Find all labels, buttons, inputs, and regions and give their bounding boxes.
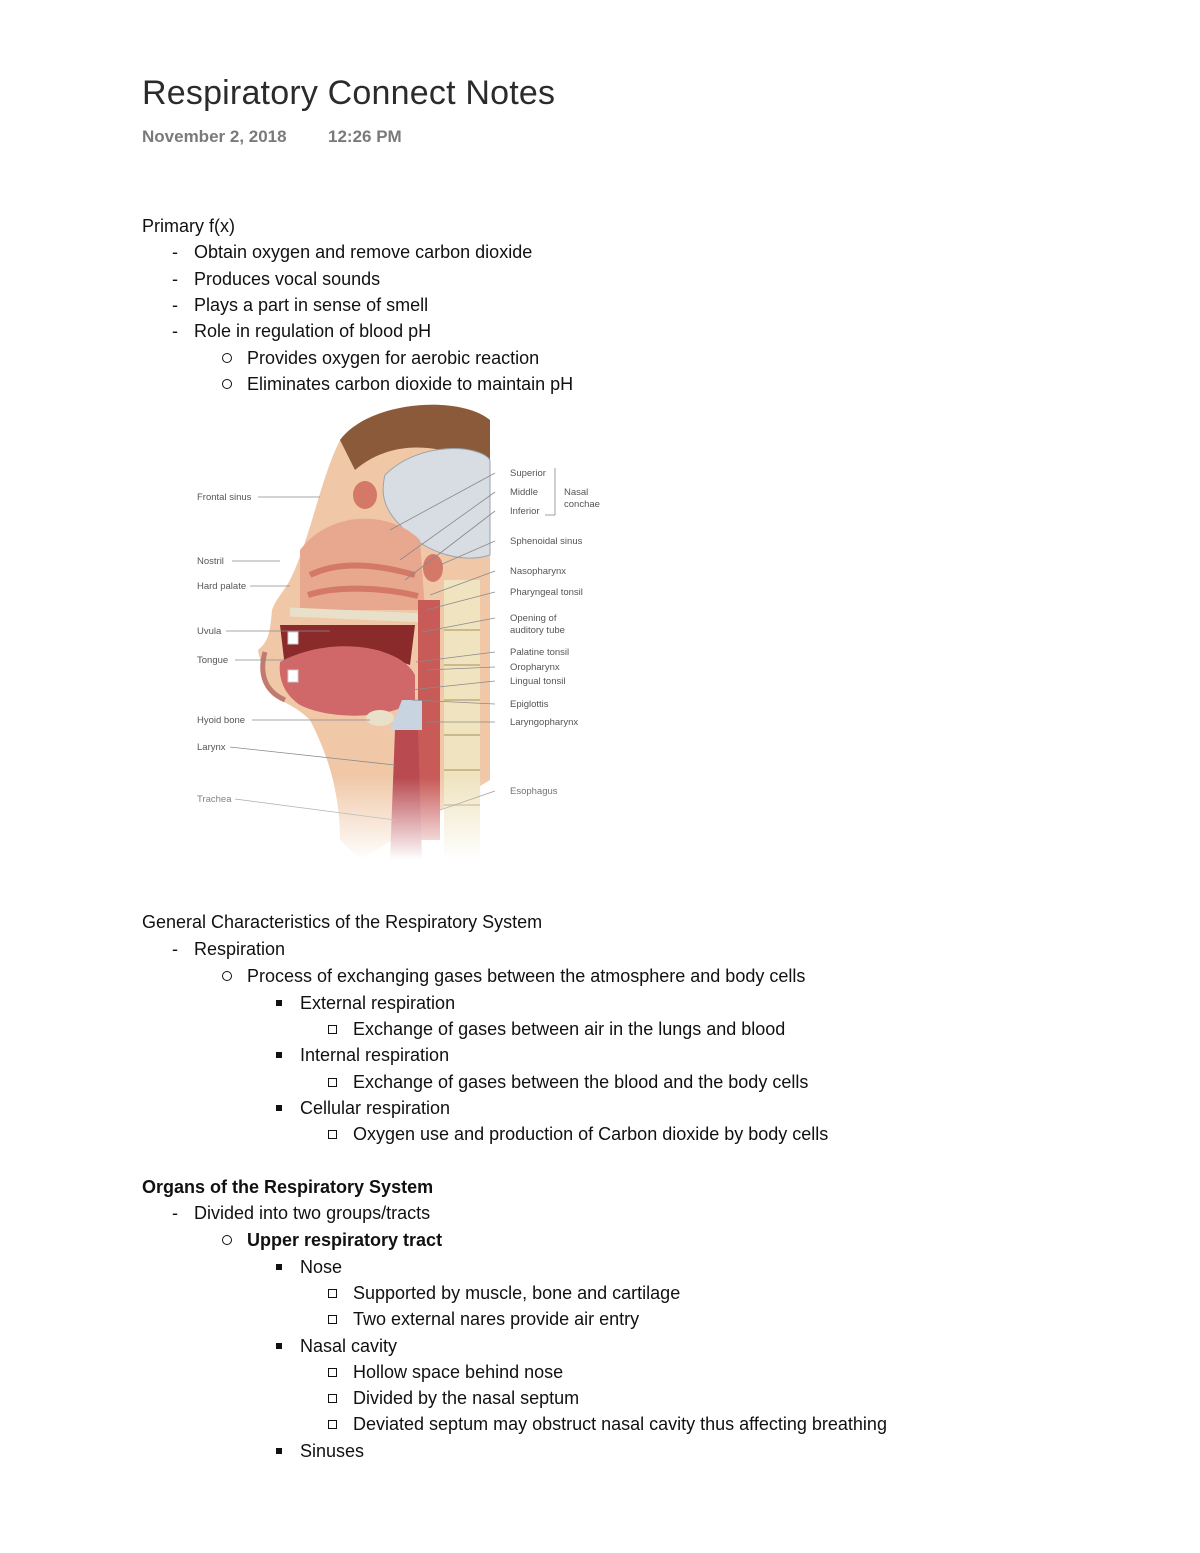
section-heading-general: General Characteristics of the Respiratory System: [142, 912, 543, 932]
dash-bullet-icon: -: [172, 295, 178, 315]
square-bullet-icon: [276, 1105, 282, 1111]
dash-bullet-icon: -: [172, 939, 178, 959]
dash-bullet-icon: -: [172, 242, 178, 262]
list-item: Nose: [272, 1256, 342, 1278]
hollow-square-bullet-icon: [328, 1078, 337, 1087]
list-item: Sinuses: [272, 1440, 364, 1462]
list-item: Divided by the nasal septum: [326, 1387, 579, 1409]
list-item: Oxygen use and production of Carbon dioxide by body cells: [326, 1123, 828, 1145]
list-item: Two external nares provide air entry: [326, 1308, 639, 1330]
list-item: Upper respiratory tract: [220, 1229, 442, 1251]
head-neck-anatomy-figure: [190, 400, 620, 860]
list-item: Provides oxygen for aerobic reaction: [220, 347, 539, 369]
list-item: Cellular respiration: [272, 1097, 450, 1119]
list-item: Hollow space behind nose: [326, 1361, 563, 1383]
hollow-square-bullet-icon: [328, 1289, 337, 1298]
list-item: Nasal cavity: [272, 1335, 397, 1357]
dash-bullet-icon: -: [172, 269, 178, 289]
hollow-square-bullet-icon: [328, 1394, 337, 1403]
page-title: Respiratory Connect Notes: [142, 74, 556, 112]
circle-bullet-icon: [222, 379, 232, 389]
circle-bullet-icon: [222, 971, 232, 981]
dash-bullet-icon: -: [172, 321, 178, 341]
square-bullet-icon: [276, 1264, 282, 1270]
list-item: Deviated septum may obstruct nasal cavity thus affecting breathing: [326, 1413, 887, 1435]
list-item: - Obtain oxygen and remove carbon dioxide: [172, 242, 533, 262]
hollow-square-bullet-icon: [328, 1315, 337, 1324]
list-item: Exchange of gases between air in the lungs and blood: [326, 1018, 785, 1040]
list-item: Exchange of gases between the blood and the body cells: [326, 1071, 808, 1093]
section-heading-primary: Primary f(x): [142, 216, 235, 236]
dash-bullet-icon: -: [172, 1203, 178, 1223]
circle-bullet-icon: [222, 353, 232, 363]
list-item: Internal respiration: [272, 1044, 449, 1066]
hollow-square-bullet-icon: [328, 1420, 337, 1429]
list-item: Process of exchanging gases between the atmosphere and body cells: [220, 965, 805, 987]
section-heading-organs: Organs of the Respiratory System: [142, 1177, 434, 1197]
list-item: - Plays a part in sense of smell: [172, 295, 429, 315]
list-item: Eliminates carbon dioxide to maintain pH: [220, 373, 573, 395]
note-date: November 2, 2018: [142, 127, 287, 146]
list-item: External respiration: [272, 992, 455, 1014]
note-time: 12:26 PM: [328, 127, 402, 146]
circle-bullet-icon: [222, 1235, 232, 1245]
list-item: - Produces vocal sounds: [172, 269, 381, 289]
square-bullet-icon: [276, 1052, 282, 1058]
list-item: - Role in regulation of blood pH: [172, 321, 432, 341]
list-item: - Divided into two groups/tracts: [172, 1203, 431, 1223]
square-bullet-icon: [276, 1448, 282, 1454]
hollow-square-bullet-icon: [328, 1130, 337, 1139]
list-item: - Respiration: [172, 939, 286, 959]
hollow-square-bullet-icon: [328, 1368, 337, 1377]
list-item: Supported by muscle, bone and cartilage: [326, 1282, 680, 1304]
square-bullet-icon: [276, 1343, 282, 1349]
square-bullet-icon: [276, 1000, 282, 1006]
hollow-square-bullet-icon: [328, 1025, 337, 1034]
